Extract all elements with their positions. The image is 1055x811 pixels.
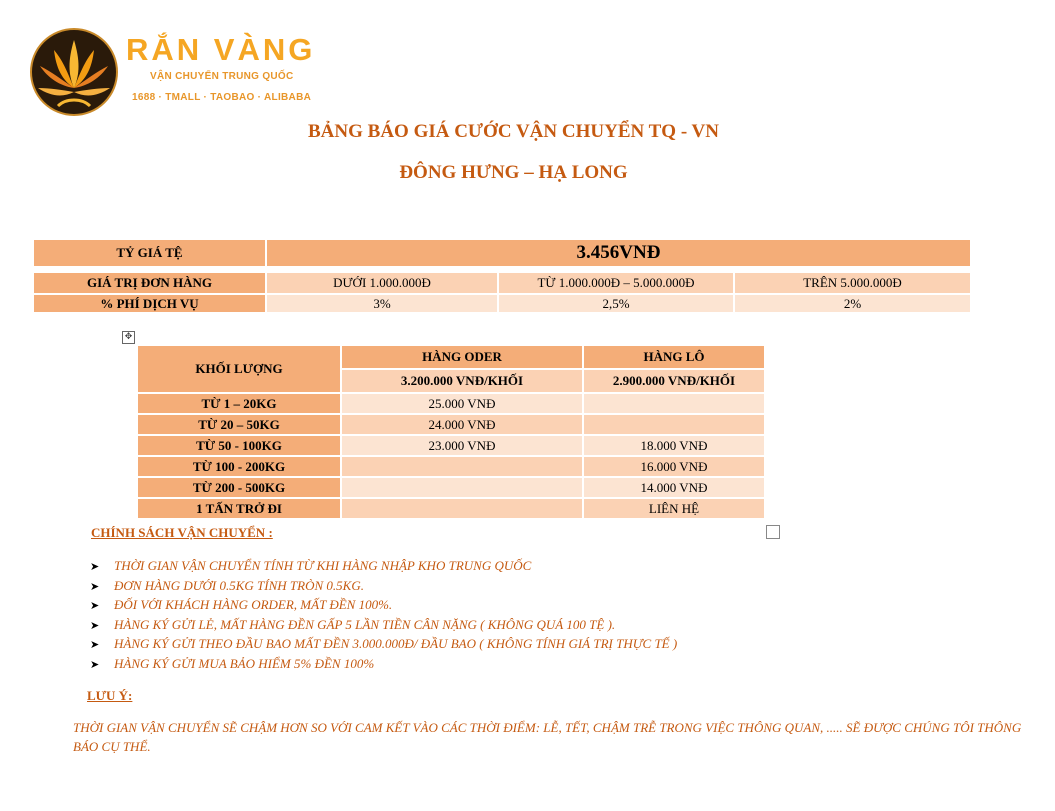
bulk-price: 16.000 VNĐ <box>584 457 764 476</box>
order-goods-header: HÀNG ODER <box>342 346 582 368</box>
list-item <box>90 634 677 654</box>
table-row <box>138 499 764 518</box>
logo-subtitle: VẬN CHUYỂN TRUNG QUỐC <box>150 71 294 82</box>
logo-title: RẮN VÀNG <box>126 32 316 67</box>
weight-range: TỪ 200 - 500KG <box>138 478 340 497</box>
order-tier: DƯỚI 1.000.000Đ <box>267 273 497 293</box>
policy-item-text: THỜI GIAN VẬN CHUYỂN TÍNH TỪ KHI HÀNG NHẬP KHO TRUNG QUỐC <box>114 558 532 573</box>
table-row <box>138 478 764 497</box>
arrow-bullet-icon: ➤ <box>90 619 100 632</box>
table-row <box>138 394 764 413</box>
list-item <box>90 615 677 635</box>
exchange-rate-value: 3.456VNĐ <box>267 240 970 266</box>
policy-item-text: HÀNG KÝ GỬI THEO ĐẦU BAO MẤT ĐỀN 3.000.000Đ/ ĐẦU BAO ( KHÔNG TÍNH GIÁ TRỊ THỰC TẾ ) <box>114 636 678 651</box>
weight-range: TỪ 100 - 200KG <box>138 457 340 476</box>
service-fee: 2% <box>735 295 970 312</box>
policy-item-text: HÀNG KÝ GỬI LẺ, MẤT HÀNG ĐỀN GẤP 5 LẦN TIỀN CÂN NẶNG ( KHÔNG QUÁ 100 TỆ ). <box>114 616 616 632</box>
order-volume-price: 3.200.000 VNĐ/KHỐI <box>342 370 582 392</box>
logo-tagline: 1688 · TMALL · TAOBAO · ALIBABA <box>132 92 312 103</box>
order-tier: TỪ 1.000.000Đ – 5.000.000Đ <box>499 273 733 293</box>
bulk-volume-price: 2.900.000 VNĐ/KHỐI <box>584 370 764 392</box>
policy-title: CHÍNH SÁCH VẬN CHUYỂN : <box>91 525 273 540</box>
order-price <box>342 478 582 497</box>
note-text: THỜI GIAN VẬN CHUYỂN SẼ CHẬM HƠN SO VỚI CAM KẾT VÀO CÁC THỜI ĐIỂM: LỄ, TẾT, CHẬM TRỄ TRONG VIỆC THÔNG QUAN, ..... SẼ ĐƯỢC CHÚNG TÔI THÔNG BÁO CỤ THỂ. <box>73 720 1022 754</box>
weight-range: TỪ 20 – 50KG <box>138 415 340 434</box>
service-fee: 2,5% <box>499 295 733 312</box>
bulk-price <box>584 415 764 434</box>
lotus-emblem-icon <box>28 26 120 116</box>
table-row <box>138 457 764 476</box>
bulk-price <box>584 394 764 413</box>
order-price <box>342 457 582 476</box>
service-fee: 3% <box>267 295 497 312</box>
table-row <box>138 436 764 455</box>
weight-range: TỪ 1 – 20KG <box>138 394 340 413</box>
order-tier: TRÊN 5.000.000Đ <box>735 273 970 293</box>
service-fee-label: % PHÍ DỊCH VỤ <box>34 295 265 312</box>
weight-header: KHỐI LƯỢNG <box>138 346 340 392</box>
policy-list <box>90 556 677 673</box>
bulk-price: LIÊN HỆ <box>584 499 764 518</box>
page-title: BẢNG BÁO GIÁ CƯỚC VẬN CHUYỂN TQ - VN <box>308 121 719 142</box>
policy-item-text: ĐƠN HÀNG DƯỚI 0.5KG TÍNH TRÒN 0.5KG. <box>114 577 364 593</box>
list-item <box>90 595 677 615</box>
weight-range: TỪ 50 - 100KG <box>138 436 340 455</box>
note-title: LƯU Ý: <box>87 688 133 703</box>
list-item <box>90 576 677 596</box>
order-price <box>342 499 582 518</box>
order-price: 24.000 VNĐ <box>342 415 582 434</box>
order-value-label: GIÁ TRỊ ĐƠN HÀNG <box>34 273 265 293</box>
table-resize-handle[interactable] <box>766 525 780 539</box>
shipping-rate-table <box>136 344 766 520</box>
weight-range: 1 TẤN TRỞ ĐI <box>138 499 340 518</box>
arrow-bullet-icon: ➤ <box>90 600 100 612</box>
table-move-handle-icon[interactable]: ✥ <box>122 331 135 344</box>
policy-item-text: HÀNG KÝ GỬI MUA BẢO HIỂM 5% ĐỀN 100% <box>114 655 375 671</box>
exchange-rate-label: TỶ GIÁ TỆ <box>34 240 265 266</box>
page-subtitle: ĐÔNG HƯNG – HẠ LONG <box>399 162 628 183</box>
arrow-bullet-icon: ➤ <box>90 580 100 593</box>
bulk-price: 14.000 VNĐ <box>584 478 764 497</box>
list-item <box>90 556 677 576</box>
bulk-goods-header: HÀNG LÔ <box>584 346 764 368</box>
arrow-bullet-icon: ➤ <box>90 639 100 651</box>
list-item <box>90 654 677 674</box>
table-row <box>138 415 764 434</box>
order-price: 25.000 VNĐ <box>342 394 582 413</box>
exchange-rate-table <box>32 238 972 314</box>
arrow-bullet-icon: ➤ <box>90 561 100 573</box>
bulk-price: 18.000 VNĐ <box>584 436 764 455</box>
policy-item-text: ĐỐI VỚI KHÁCH HÀNG ORDER, MẤT ĐỀN 100%. <box>114 597 393 612</box>
arrow-bullet-icon: ➤ <box>90 658 100 671</box>
order-price: 23.000 VNĐ <box>342 436 582 455</box>
